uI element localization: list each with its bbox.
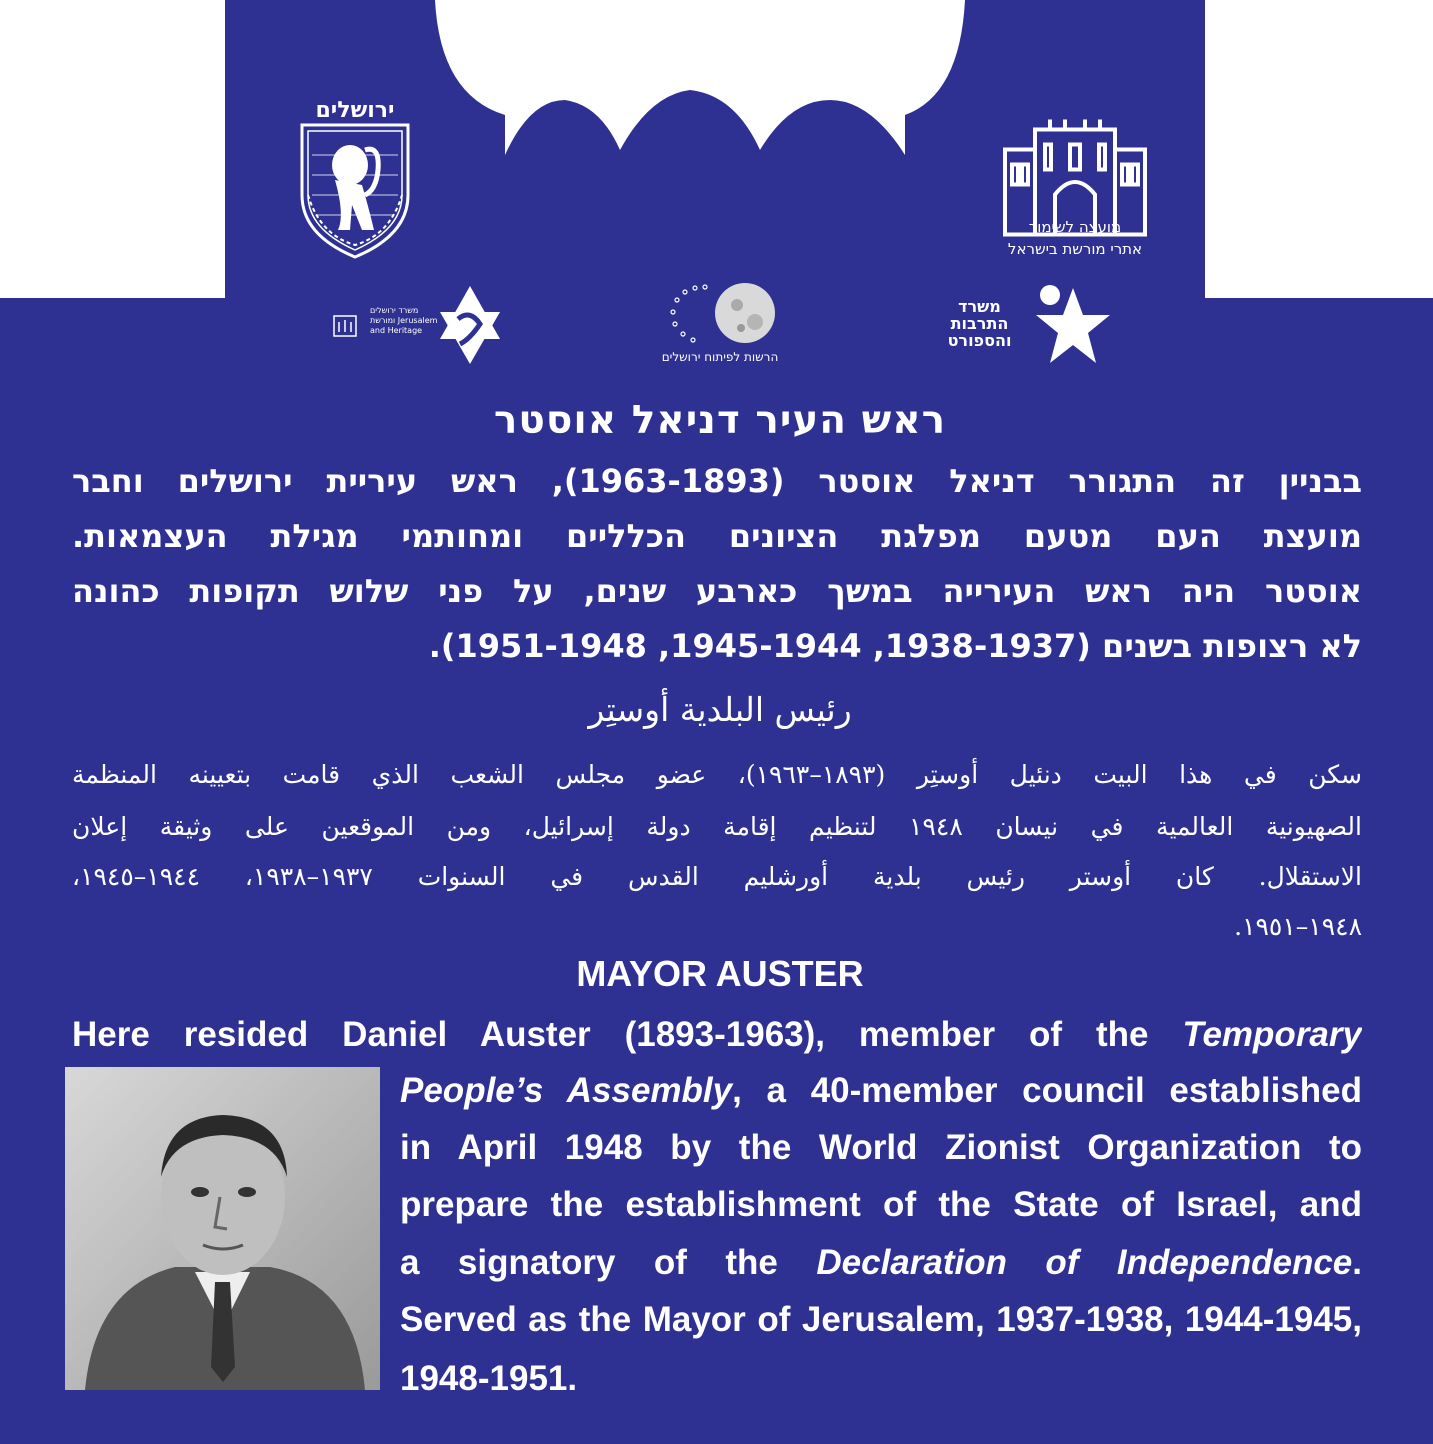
arabic-paragraph-line: الصهيونية العالمية في نيسان ١٩٤٨ لتنظيم إقامة دولة إسرائيل، ومن الموقعين على وثيقة إعلان bbox=[72, 812, 1362, 841]
portrait-photo-icon bbox=[65, 1067, 380, 1390]
star-figure-icon bbox=[1028, 283, 1113, 368]
culture-caption-line3: והספורט bbox=[947, 331, 1012, 350]
hebrew-title: ראש העיר דניאל אוסטר bbox=[493, 398, 947, 443]
hebrew-paragraph-line: לא רצופות בשנים (1938-1937, 1945-1944, 1951-1948). bbox=[428, 627, 1362, 665]
english-paragraph-line: prepare the establishment of the State of Israel, and bbox=[400, 1185, 1362, 1224]
english-line5-text: a signatory of the bbox=[400, 1243, 817, 1282]
hebrew-paragraph-line: בבניין זה התגורר דניאל אוסטר (1963-1893), ראש עיריית ירושלים וחבר bbox=[72, 462, 1362, 500]
english-title: MAYOR AUSTER bbox=[576, 953, 864, 994]
english-line5-end: . bbox=[1352, 1243, 1362, 1282]
heritage-caption-line2: אתרי מורשת בישראל bbox=[1007, 240, 1143, 258]
english-paragraph-line bbox=[400, 1064, 1362, 1118]
ministry-caption-line3: and Heritage bbox=[370, 326, 423, 335]
english-paragraph-line: in April 1948 by the World Zionist Organization to bbox=[400, 1128, 1362, 1167]
english-line5-italic: Declaration of Independence bbox=[816, 1243, 1353, 1282]
heritage-caption-line1: מועצה לשימור bbox=[1028, 218, 1122, 236]
arabic-paragraph-line: الاستقلال. كان أوستر رئيس بلدية أورشليم القدس في السنوات ١٩٣٧–١٩٣٨، ١٩٤٤–١٩٤٥، bbox=[72, 862, 1362, 891]
ministry-caption-line1: משרד ירושלים bbox=[370, 306, 419, 315]
hebrew-paragraph-line: אוסטר היה ראש העירייה במשך כארבע שנים, על פני שלוש תקופות כהונה bbox=[72, 572, 1362, 610]
arabic-paragraph-line: سكن في هذا البيت دنئيل أوستِر (١٨٩٣–١٩٦٣)، عضو مجلس الشعب الذي قامت بتعيينه المنظمة bbox=[72, 760, 1362, 789]
english-paragraph-line: Served as the Mayor of Jerusalem, 1937-1938, 1944-1945, bbox=[400, 1300, 1362, 1339]
jda-caption: הרשות לפיתוח ירושלים bbox=[661, 350, 779, 364]
english-line1-italic: Temporary bbox=[1182, 1015, 1362, 1054]
culture-caption bbox=[932, 298, 1027, 349]
english-paragraph-line: 1948-1951. bbox=[400, 1359, 578, 1398]
ministry-caption-line2: ומורשת Jerusalem bbox=[370, 316, 438, 325]
culture-caption-line2: התרבות bbox=[950, 314, 1009, 333]
english-paragraph-line bbox=[72, 1008, 1362, 1062]
english-line2-italic: People’s Assembly bbox=[400, 1071, 733, 1110]
arabic-paragraph-line: ١٩٤٨–١٩٥١. bbox=[1234, 912, 1362, 941]
globe-stars-icon bbox=[665, 280, 785, 350]
english-paragraph-line bbox=[400, 1236, 1362, 1290]
arabic-title: رئيس البلدية أوستِر bbox=[588, 690, 852, 729]
jerusalem-lion-emblem-icon bbox=[290, 95, 420, 265]
emblem-text: ירושלים bbox=[315, 98, 395, 123]
culture-caption-line1: משרד bbox=[958, 297, 1001, 316]
english-line2-text: , a 40-member council established bbox=[732, 1071, 1362, 1110]
english-line1-text: Here resided Daniel Auster (1893-1963), member of the bbox=[72, 1015, 1183, 1054]
hebrew-paragraph-line: מועצת העם מטעם מפלגת הציונים הכלליים ומחותמי מגילת העצמאות. bbox=[72, 517, 1362, 555]
